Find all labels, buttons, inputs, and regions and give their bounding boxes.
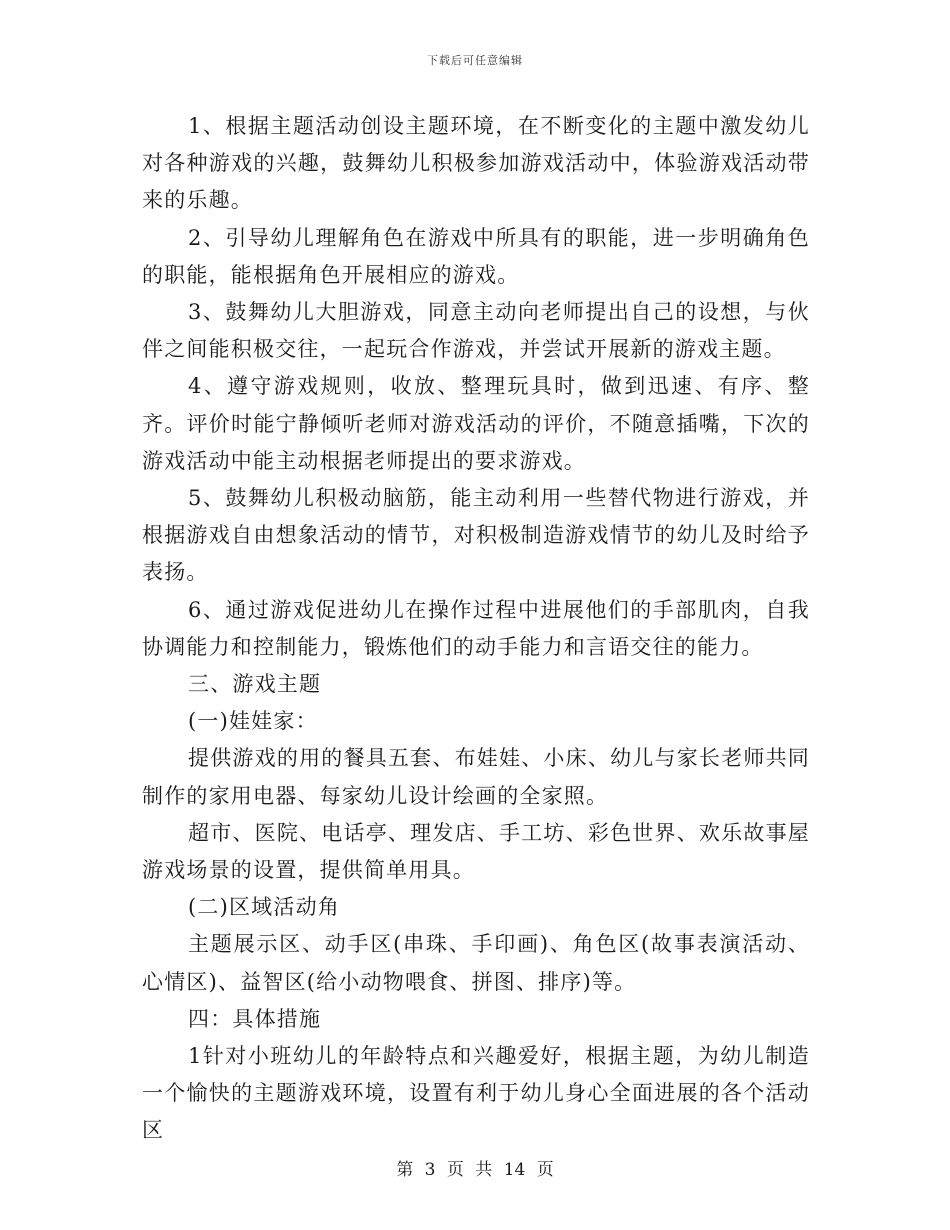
paragraph-measure-1: 1针对小班幼儿的年龄特点和兴趣爱好，根据主题，为幼儿制造一个愉快的主题游戏环境，设置有利于幼儿身心全面进展的各个活动区 <box>142 1044 810 1143</box>
paragraph-goal-4: 4、遵守游戏规则，收放、整理玩具时，做到迅速、有序、整齐。评价时能宁静倾听老师对游戏活动的评价，不随意插嘴，下次的游戏活动中能主动根据老师提出的要求游戏。 <box>142 374 810 473</box>
paragraph-goal-3: 3、鼓舞幼儿大胆游戏，同意主动向老师提出自己的设想，与伙伴之间能积极交往，一起玩合作游戏，并尝试开展新的游戏主题。 <box>142 300 810 362</box>
paragraph-area-list: 主题展示区、动手区(串珠、手印画)、角色区(故事表演活动、心情区)、益智区(给小动物喂食、拼图、排序)等。 <box>142 932 810 994</box>
paragraph-goal-6: 6、通过游戏促进幼儿在操作过程中进展他们的手部肌肉，自我协调能力和控制能力，锻炼他们的动手能力和言语交往的能力。 <box>142 597 810 659</box>
section-heading-measures: 四：具体措施 <box>188 1006 322 1031</box>
page-footer: 第 3 页 共 14 页 <box>396 1160 554 1180</box>
document-body <box>142 108 810 1150</box>
page-header: 下载后可任意编辑 <box>427 54 523 67</box>
paragraph-doll-house-materials: 提供游戏的用的餐具五套、布娃娃、小床、幼儿与家长老师共同制作的家用电器、每家幼儿设计绘画的全家照。 <box>142 746 810 808</box>
paragraph-goal-2: 2、引导幼儿理解角色在游戏中所具有的职能，进一步明确角色的职能，能根据角色开展相应的游戏。 <box>142 225 810 287</box>
paragraph-goal-5: 5、鼓舞幼儿积极动脑筋，能主动利用一些替代物进行游戏，并根据游戏自由想象活动的情节，对积极制造游戏情节的幼儿及时给予表扬。 <box>142 486 810 585</box>
section-heading-game-themes: 三、游戏主题 <box>188 672 322 697</box>
paragraph-game-scenes: 超市、医院、电话亭、理发店、手工坊、彩色世界、欢乐故事屋游戏场景的设置，提供简单用具。 <box>142 820 810 883</box>
paragraph-goal-1: 1、根据主题活动创设主题环境，在不断变化的主题中激发幼儿对各种游戏的兴趣，鼓舞幼儿积极参加游戏活动中，体验游戏活动带来的乐趣。 <box>142 114 810 213</box>
subheading-doll-house: (一)娃娃家： <box>188 709 318 734</box>
subheading-area-activities: (二)区域活动角 <box>188 895 340 920</box>
